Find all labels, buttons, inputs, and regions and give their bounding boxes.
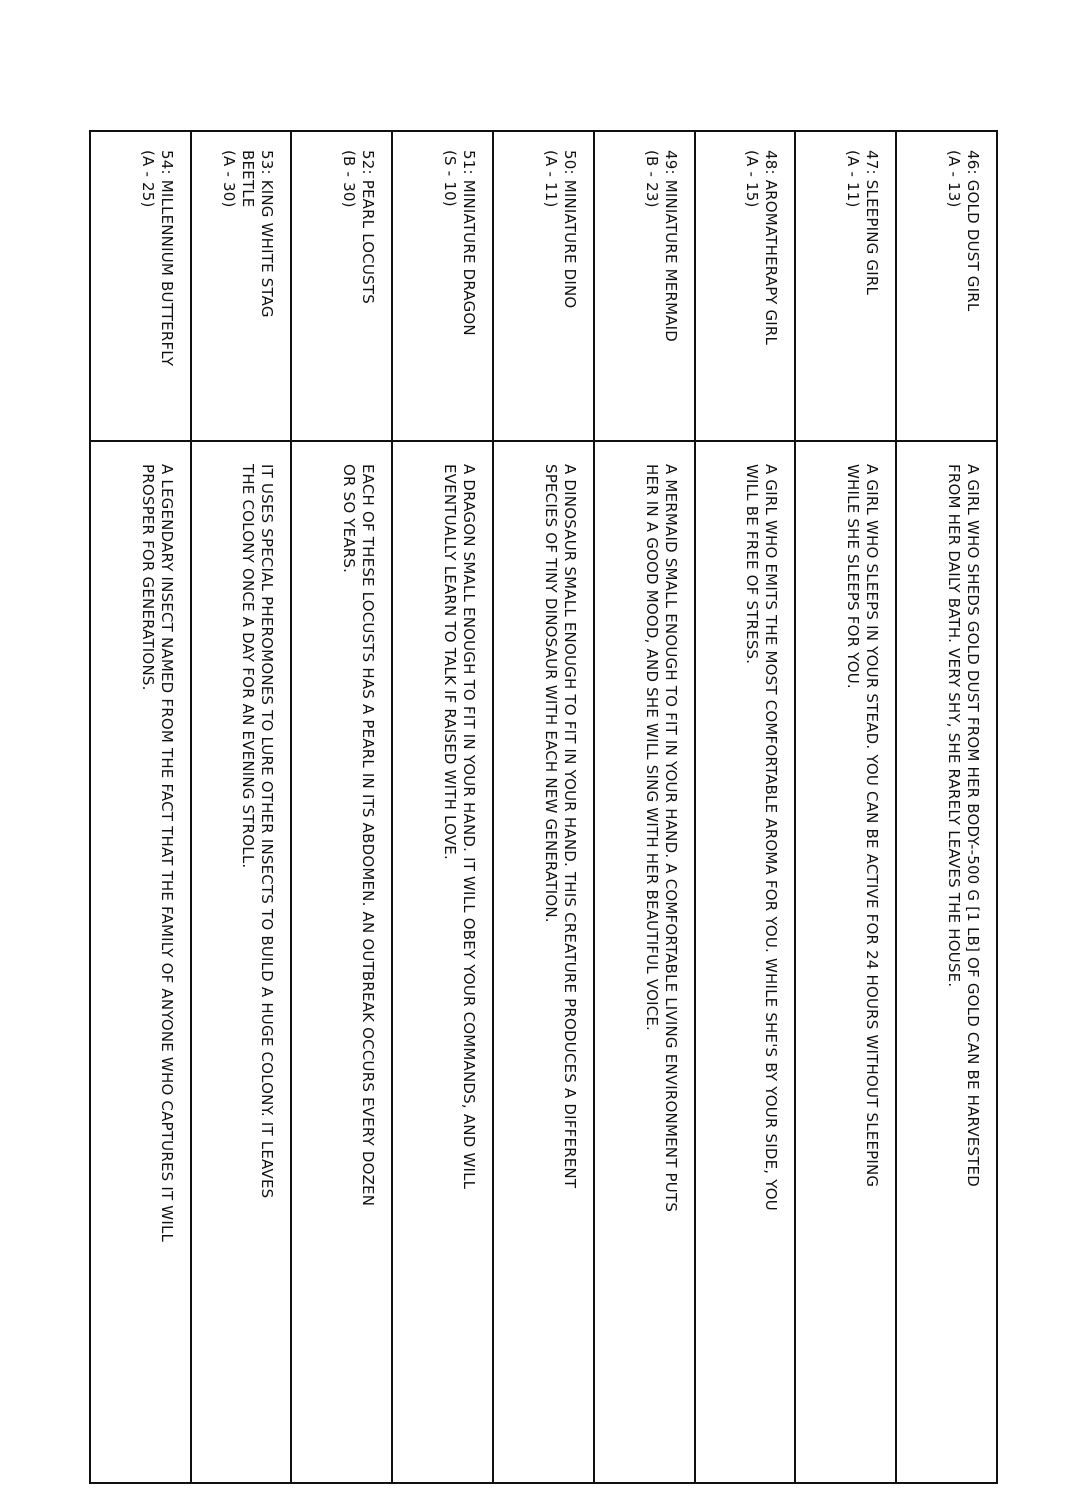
table-row [594, 131, 695, 1483]
table-row [795, 131, 896, 1483]
card-description-cell: A GIRL WHO SHEDS GOLD DUST FROM HER BODY--500 G [1 LB] OF GOLD CAN BE HARVESTED FROM HER DAILY BATH. VERY SHY, SHE RARELY LEAVES THE HOUSE. [896, 441, 997, 1483]
card-name-cell: 46: GOLD DUST GIRL (A - 13) [896, 131, 997, 441]
table-row [392, 131, 493, 1483]
card-description-cell: A DRAGON SMALL ENOUGH TO FIT IN YOUR HAND. IT WILL OBEY YOUR COMMANDS, AND WILL EVENTUALLY LEARN TO TALK IF RAISED WITH LOVE. [392, 441, 493, 1483]
card-description-cell: IT USES SPECIAL PHEROMONES TO LURE OTHER INSECTS TO BUILD A HUGE COLONY. IT LEAVES THE COLONY ONCE A DAY FOR AN EVENING STROLL. [191, 441, 292, 1483]
card-description-cell: EACH OF THESE LOCUSTS HAS A PEARL IN ITS ABDOMEN. AN OUTBREAK OCCURS EVERY DOZEN OR SO YEARS. [291, 441, 392, 1483]
card-list-table [89, 130, 998, 1484]
table-row [291, 131, 392, 1483]
card-description-cell: A GIRL WHO EMITS THE MOST COMFORTABLE AROMA FOR YOU. WHILE SHE'S BY YOUR SIDE, YOU WILL BE FREE OF STRESS. [695, 441, 796, 1483]
card-name-cell: 51: MINIATURE DRAGON (S - 10) [392, 131, 493, 441]
card-description-cell: A MERMAID SMALL ENOUGH TO FIT IN YOUR HAND. A COMFORTABLE LIVING ENVIRONMENT PUTS HER IN A GOOD MOOD, AND SHE WILL SING WITH HER BEAUTIFUL VOICE. [594, 441, 695, 1483]
card-name-cell: 54: MILLENNIUM BUTTERFLY (A - 25) [90, 131, 191, 441]
rotated-card-table [90, 130, 998, 1484]
table-row [695, 131, 796, 1483]
table-row [191, 131, 292, 1483]
table-row [896, 131, 997, 1483]
card-name-cell: 47: SLEEPING GIRL (A - 11) [795, 131, 896, 441]
table-row [90, 131, 191, 1483]
card-name-cell: 50: MINIATURE DINO (A - 11) [493, 131, 594, 441]
card-description-cell: A GIRL WHO SLEEPS IN YOUR STEAD. YOU CAN BE ACTIVE FOR 24 HOURS WITHOUT SLEEPING WHILE SHE SLEEPS FOR YOU. [795, 441, 896, 1483]
table-row [493, 131, 594, 1483]
card-name-cell: 53: KING WHITE STAG BEETLE (A - 30) [191, 131, 292, 441]
card-name-cell: 49: MINIATURE MERMAID (B - 23) [594, 131, 695, 441]
card-name-cell: 52: PEARL LOCUSTS (B - 30) [291, 131, 392, 441]
card-description-cell: A DINOSAUR SMALL ENOUGH TO FIT IN YOUR HAND. THIS CREATURE PRODUCES A DIFFERENT SPECIES OF TINY DINOSAUR WITH EACH NEW GENERATION. [493, 441, 594, 1483]
card-description-cell: A LEGENDARY INSECT NAMED FROM THE FACT THAT THE FAMILY OF ANYONE WHO CAPTURES IT WILL PROSPER FOR GENERATIONS. [90, 441, 191, 1483]
card-name-cell: 48: AROMATHERAPY GIRL (A - 15) [695, 131, 796, 441]
